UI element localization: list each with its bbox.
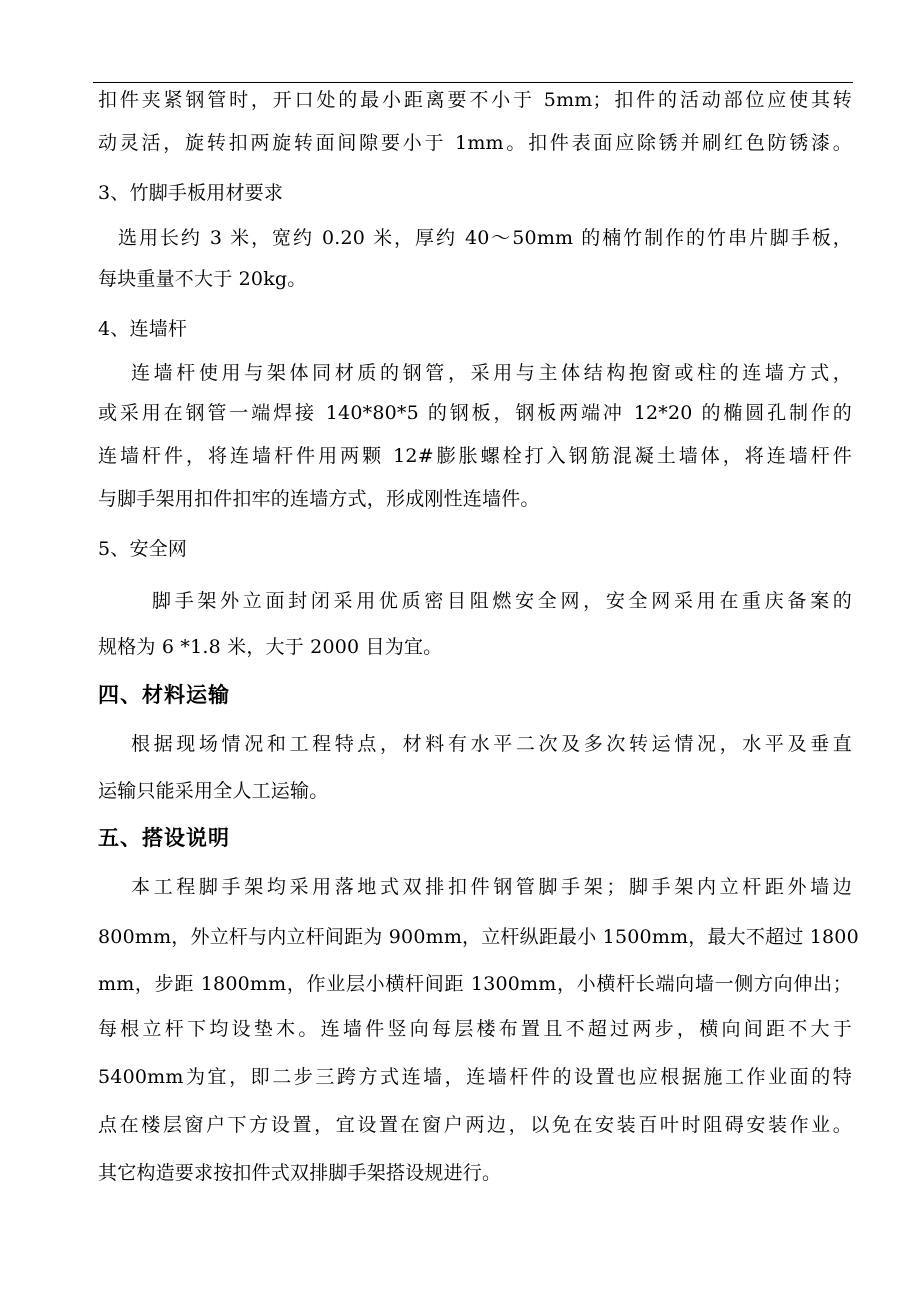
body-line: 扣件夹紧钢管时，开口处的最小距离要不小于 5mm；扣件的活动部位应使其转: [98, 89, 852, 111]
body-line: 根据现场情况和工程特点，材料有水平二次及多次转运情况，水平及垂直: [131, 733, 852, 755]
body-line: 运输只能采用全人工运输。: [98, 780, 329, 802]
subsection-title-bamboo: 3、竹脚手板用材要求: [98, 182, 284, 204]
body-line: 其它构造要求按扣件式双排脚手架搭设规进行。: [98, 1162, 502, 1184]
body-line: 800mm，外立杆与内立杆间距为 900mm，立杆纵距最小 1500mm，最大不超过 1800: [98, 926, 859, 948]
body-line: 脚手架外立面封闭采用优质密目阻燃安全网，安全网采用在重庆备案的: [152, 590, 852, 612]
body-line: 选用长约 3 米，宽约 0.20 米，厚约 40～50mm 的楠竹制作的竹串片脚手板，: [118, 227, 852, 249]
body-line: mm，步距 1800mm，作业层小横杆间距 1300mm，小横杆长端向墙一侧方向伸出；: [98, 973, 852, 995]
body-line: 5400mm为宜，即二步三跨方式连墙，连墙杆件的设置也应根据施工作业面的特: [98, 1066, 852, 1088]
body-line: 连墙杆使用与架体同材质的钢管，采用与主体结构抱窗或柱的连墙方式，: [131, 362, 852, 384]
body-line: 规格为 6 *1.8 米，大于 2000 目为宜。: [98, 636, 443, 658]
body-line: 连墙杆件，将连墙杆件用两颗 12#膨胀螺栓打入钢筋混凝土墙体，将连墙杆件: [98, 445, 852, 467]
body-line: 本工程脚手架均采用落地式双排扣件钢管脚手架；脚手架内立杆距外墙边: [131, 876, 852, 898]
subsection-title-tie: 4、连墙杆: [98, 318, 188, 340]
body-line: 每块重量不大于 20kg。: [98, 268, 307, 290]
section-heading-transport: 四、材料运输: [98, 683, 230, 707]
body-line: 或采用在钢管一端焊接 140*80*5 的钢板，钢板两端冲 12*20 的椭圆孔制作的: [98, 402, 852, 424]
body-line: 动灵活，旋转扣两旋转面间隙要小于 1mm。扣件表面应除锈并刷红色防锈漆。: [98, 132, 852, 154]
body-line: 每根立杆下均设垫木。连墙件竖向每层楼布置且不超过两步，横向间距不大于: [98, 1018, 852, 1040]
body-line: 与脚手架用扣件扣牢的连墙方式，形成刚性连墙件。: [98, 488, 540, 510]
section-heading-erection: 五、搭设说明: [98, 826, 230, 850]
header-rule: [93, 82, 853, 83]
subsection-title-net: 5、安全网: [98, 538, 188, 560]
body-line: 点在楼层窗户下方设置，宜设置在窗户两边，以免在安装百叶时阻碍安装作业。: [98, 1114, 852, 1136]
